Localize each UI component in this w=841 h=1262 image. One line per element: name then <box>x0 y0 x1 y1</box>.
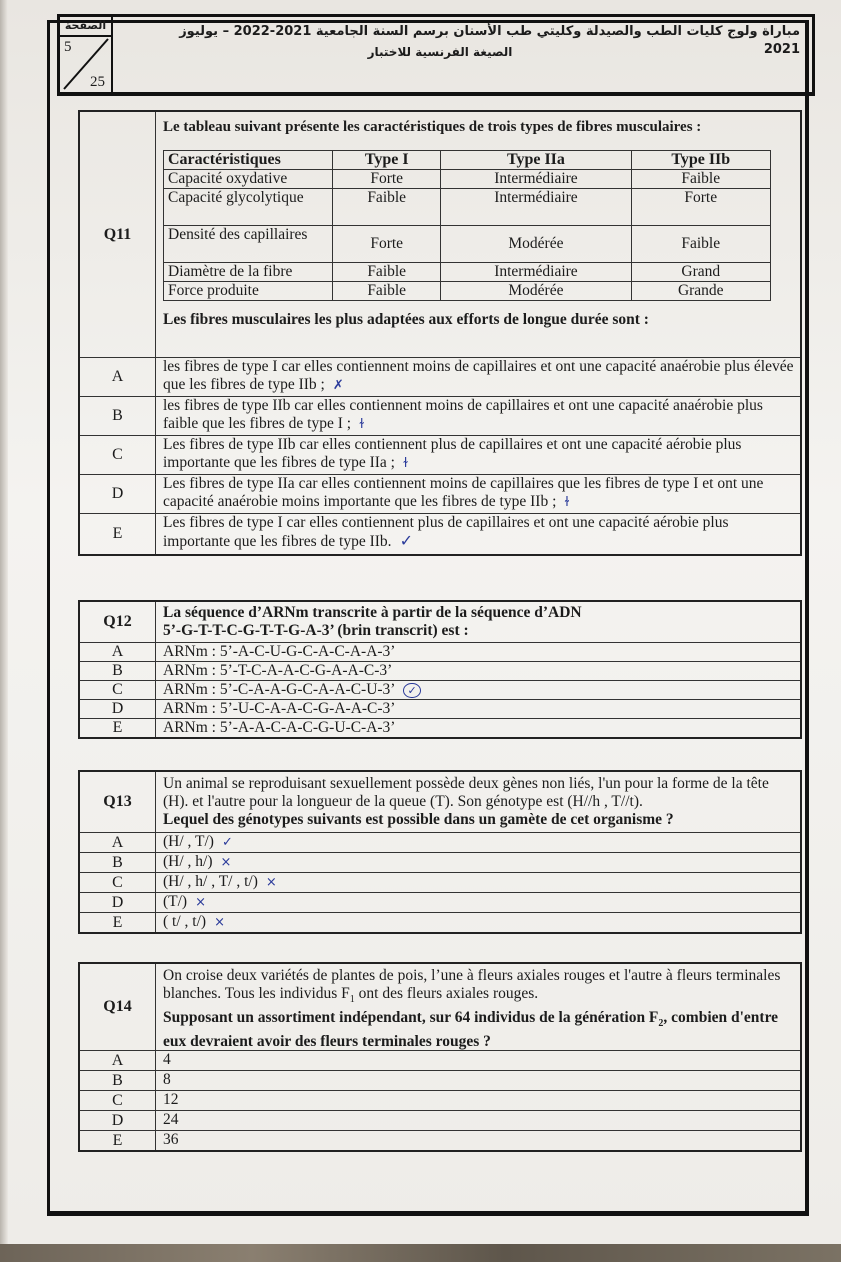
option-text: 4 <box>163 1051 171 1068</box>
answer-option-b[interactable] <box>80 662 800 681</box>
answer-option-c[interactable] <box>80 436 800 475</box>
option-letter: D <box>80 893 156 912</box>
option-text: ARNm : 5’-T-C-A-A-C-G-A-A-C-3’ <box>163 662 393 679</box>
q12-question-line1: La séquence d’ARNm transcrite à partir de la séquence d’ADN <box>163 604 582 621</box>
option-text: ARNm : 5’-A-C-U-G-C-A-C-A-A-3’ <box>163 643 396 660</box>
option-text: Les fibres de type IIa car elles contiennent moins de capillaires que les fibres de type I et ont une capacité anaérobie moins importante que les fibres de type IIb ; <box>163 475 764 510</box>
option-letter: B <box>80 1071 156 1090</box>
table-cell: Diamètre de la fibre <box>164 263 333 282</box>
background-surface <box>0 1244 841 1262</box>
table-cell: Modérée <box>441 282 631 301</box>
option-text: ( t/ , t/) <box>163 913 207 930</box>
answer-option-c[interactable] <box>80 1091 800 1111</box>
cross-mark-icon: ɫ <box>564 495 570 510</box>
answer-option-a[interactable] <box>80 833 800 853</box>
table-header-row <box>164 151 771 170</box>
answer-option-e[interactable] <box>80 719 800 737</box>
table-cell: Forte <box>333 226 441 263</box>
cross-mark-icon: ✗ <box>332 378 344 393</box>
option-text: 8 <box>163 1071 171 1088</box>
option-text: 12 <box>163 1091 179 1108</box>
table-header: Caractéristiques <box>164 151 333 170</box>
option-letter: E <box>80 1131 156 1150</box>
table-cell: Intermédiaire <box>441 170 631 189</box>
cross-mark-icon: × <box>265 875 277 890</box>
option-letter: E <box>80 719 156 737</box>
check-mark-icon: ✓ <box>221 835 233 850</box>
option-text: 36 <box>163 1131 179 1148</box>
option-letter: E <box>80 514 156 554</box>
q13-question: Lequel des génotypes suivants est possible dans un gamète de cet organisme ? <box>163 811 674 828</box>
subscript: 1 <box>349 994 355 1006</box>
question-number: Q11 <box>80 112 156 357</box>
table-header: Type IIb <box>631 151 771 170</box>
table-cell: Intermédiaire <box>441 189 631 226</box>
cross-mark-icon: × <box>195 895 207 910</box>
q14-question <box>163 1009 794 1051</box>
question-q13 <box>78 770 802 934</box>
q14-stem-row <box>80 964 800 1051</box>
option-letter: A <box>80 643 156 661</box>
option-text: (H/ , T/) <box>163 833 214 850</box>
answer-option-b[interactable] <box>80 397 800 436</box>
answer-option-d[interactable] <box>80 893 800 913</box>
page-number-box <box>60 17 113 93</box>
q11-question: Les fibres musculaires les plus adaptées aux efforts de longue durée sont : <box>163 311 649 328</box>
table-row <box>164 263 771 282</box>
option-text: (H/ , h/ , T/ , t/) <box>163 873 258 890</box>
question-q11 <box>78 110 802 556</box>
answer-option-e[interactable] <box>80 913 800 932</box>
option-letter: B <box>80 853 156 872</box>
cross-mark-icon: × <box>214 915 225 930</box>
table-cell: Grande <box>631 282 771 301</box>
answer-option-a[interactable] <box>80 358 800 397</box>
q14-question-text: Supposant un assortiment indépendant, sur 64 individus de la génération F <box>163 1009 659 1027</box>
cross-mark-icon: ɫ <box>403 456 409 471</box>
table-cell: Capacité glycolytique <box>164 189 333 226</box>
option-letter: C <box>80 681 156 699</box>
q12-question-line2: 5’-G-T-T-C-G-T-T-G-A-3’ (brin transcrit) est : <box>163 622 469 639</box>
cross-mark-icon: ɫ <box>359 417 365 432</box>
answer-option-d[interactable] <box>80 700 800 719</box>
page-total: 25 <box>90 74 105 90</box>
option-letter: A <box>80 1051 156 1070</box>
option-text: (T/) <box>163 893 188 910</box>
option-text: Les fibres de type I car elles contiennent plus de capillaires et ont une capacité aérobie plus importante que les fibres de type IIb. <box>163 514 729 550</box>
table-cell: Capacité oxydative <box>164 170 333 189</box>
answer-option-b[interactable] <box>80 853 800 873</box>
q13-stem-row <box>80 772 800 833</box>
option-letter: B <box>80 662 156 680</box>
table-cell: Faible <box>631 170 771 189</box>
cross-mark-icon: × <box>220 855 232 870</box>
question-number: Q13 <box>80 772 156 832</box>
option-text: 24 <box>163 1111 179 1128</box>
q13-intro: Un animal se reproduisant sexuellement possède deux gènes non liés, l'un pour la forme de la tête (H). et l'autre pour la longueur de la queue (T). Son génotype est (H//h , T//t). <box>163 775 769 810</box>
subscript: 2 <box>658 1018 664 1030</box>
exam-header <box>57 14 815 96</box>
circled-check-icon: ✓ <box>403 683 420 698</box>
q12-stem-row <box>80 602 800 643</box>
option-letter: D <box>80 1111 156 1130</box>
answer-option-d[interactable] <box>80 1111 800 1131</box>
table-cell: Faible <box>631 226 771 263</box>
table-cell: Modérée <box>441 226 631 263</box>
option-text: (H/ , h/) <box>163 853 213 870</box>
q14-question-text-end: , combien d'entre eux devraient avoir des fleurs terminales rouges ? <box>163 1009 779 1051</box>
option-text: ARNm : 5’-U-C-A-A-C-G-A-A-C-3’ <box>163 700 396 717</box>
table-cell: Faible <box>333 263 441 282</box>
option-letter: D <box>80 700 156 718</box>
fiber-characteristics-table <box>163 150 771 301</box>
page-label: الصفحة <box>60 17 111 37</box>
page-current: 5 <box>64 39 72 55</box>
q11-intro: Le tableau suivant présente les caractéristiques de trois types de fibres musculaires : <box>163 119 702 135</box>
option-letter: B <box>80 397 156 435</box>
table-cell: Grand <box>631 263 771 282</box>
option-letter: C <box>80 1091 156 1110</box>
answer-option-c[interactable] <box>80 873 800 893</box>
table-cell: Force produite <box>164 282 333 301</box>
question-q12 <box>78 600 802 739</box>
question-number: Q14 <box>80 964 156 1050</box>
option-letter: C <box>80 436 156 474</box>
table-header: Type IIa <box>441 151 631 170</box>
option-text: ARNm : 5’-A-A-C-A-C-G-U-C-A-3’ <box>163 719 396 736</box>
option-text: les fibres de type I car elles contiennent moins de capillaires et ont une capacité anaérobie plus élevée que les fibres de type IIb ; <box>163 358 794 393</box>
check-mark-icon: ✓ <box>399 531 413 550</box>
option-letter: D <box>80 475 156 513</box>
answer-option-c[interactable] <box>80 681 800 700</box>
answer-option-e[interactable] <box>80 514 800 554</box>
question-q14 <box>78 962 802 1152</box>
option-text: ARNm : 5’-C-A-A-G-C-A-A-C-U-3’ <box>163 681 396 698</box>
table-cell: Intermédiaire <box>441 263 631 282</box>
option-letter: C <box>80 873 156 892</box>
option-letter: A <box>80 358 156 396</box>
table-header: Type I <box>333 151 441 170</box>
option-text: les fibres de type IIb car elles contiennent moins de capillaires et ont une capacité anaérobie plus faible que les fibres de type I ; <box>163 397 763 432</box>
answer-option-a[interactable] <box>80 1051 800 1071</box>
q14-intro-text-end: ont des fleurs axiales rouges. <box>354 985 539 1002</box>
table-cell: Forte <box>631 189 771 226</box>
table-row <box>164 170 771 189</box>
option-letter: E <box>80 913 156 932</box>
question-number: Q12 <box>80 602 156 642</box>
table-row <box>164 282 771 301</box>
table-cell: Faible <box>333 282 441 301</box>
table-cell: Faible <box>333 189 441 226</box>
exam-subtitle: الصيغة الفرنسية للاختبار <box>367 45 513 59</box>
exam-title: مباراة ولوج كليات الطب والصيدلة وكليتي طب الأسنان برسم السنة الجامعية 2021-2022 – يوليوز 2021 <box>179 24 800 57</box>
table-row <box>164 226 771 263</box>
answer-option-b[interactable] <box>80 1071 800 1091</box>
table-row <box>164 189 771 226</box>
answer-option-a[interactable] <box>80 643 800 662</box>
q11-stem-row <box>80 112 800 358</box>
q14-intro <box>163 967 794 1009</box>
answer-option-e[interactable] <box>80 1131 800 1150</box>
option-text: Les fibres de type IIb car elles contiennent plus de capillaires et ont une capacité aérobie plus importante que les fibres de type IIa ; <box>163 436 742 471</box>
table-cell: Densité des capillaires <box>164 226 333 263</box>
page-left-edge <box>0 0 8 1262</box>
q14-intro-text: On croise deux variétés de plantes de pois, l’une à fleurs axiales rouges et l'autre à fleurs terminales blanches. Tous les individus F <box>163 967 781 1002</box>
table-cell: Forte <box>333 170 441 189</box>
option-letter: A <box>80 833 156 852</box>
answer-option-d[interactable] <box>80 475 800 514</box>
